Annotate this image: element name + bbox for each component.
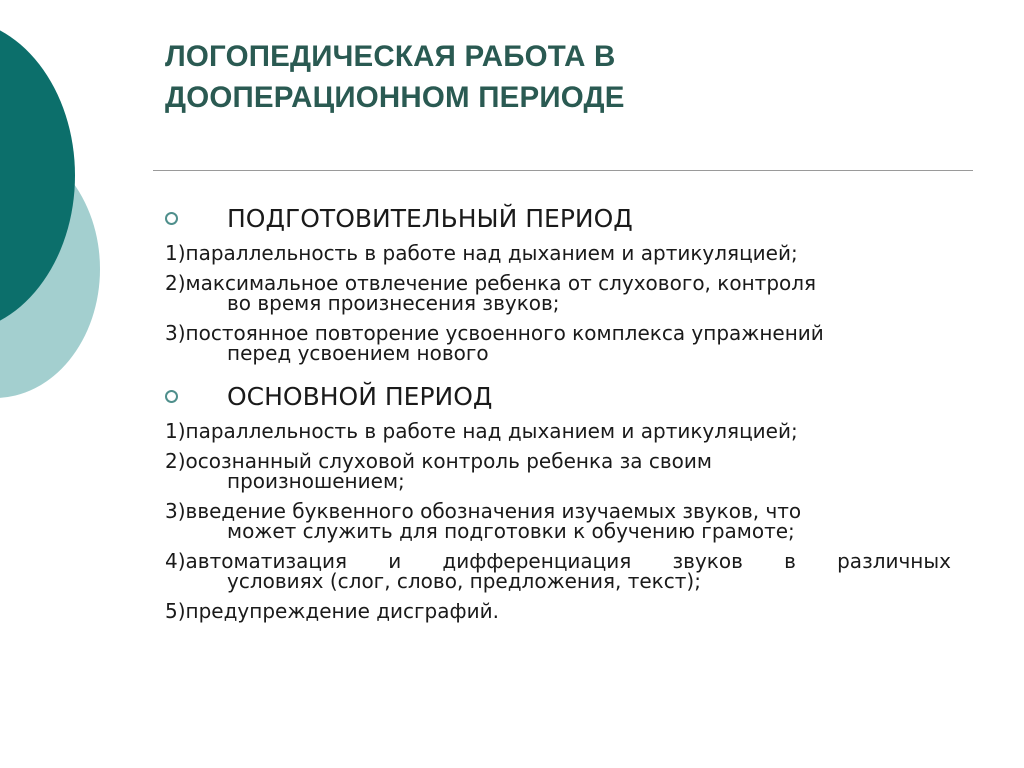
list-item-text: 3)постоянное повторение усвоенного комплекса упражнений <box>165 321 824 345</box>
list-item-text: 1)параллельность в работе над дыханием и артикуляцией; <box>165 241 798 265</box>
title-divider <box>153 170 973 171</box>
slide-title <box>165 36 965 118</box>
list-item <box>165 599 965 623</box>
list-item-text-continued: условиях (слог, слово, предложения, текст); <box>227 569 701 593</box>
slide-title-line-2: ДООПЕРАЦИОННОМ ПЕРИОДЕ <box>165 81 625 114</box>
list-item-text-continued: перед усвоением нового <box>227 341 489 365</box>
section-heading-preparatory <box>165 203 965 235</box>
list-item-text: 2)осознанный слуховой контроль ребенка за своим <box>165 449 712 473</box>
list-item <box>165 499 965 543</box>
list-item-text: 4)автоматизация и дифференциация звуков в различных <box>165 549 951 573</box>
list-item-text: 2)максимальное отвлечение ребенка от слухового, контроля <box>165 271 817 295</box>
circle-bullet-icon <box>165 212 178 225</box>
list-item <box>165 271 965 315</box>
section-heading-main <box>165 381 965 413</box>
slide-title-line-1: ЛОГОПЕДИЧЕСКАЯ РАБОТА В <box>165 40 616 73</box>
list-item-text-continued: во время произнесения звуков; <box>227 291 560 315</box>
list-item <box>165 321 965 365</box>
list-item <box>165 419 965 443</box>
list-item-text: 5)предупреждение дисграфий. <box>165 599 499 623</box>
list-item-text-continued: может служить для подготовки к обучению грамоте; <box>227 519 795 543</box>
section-heading-text: ПОДГОТОВИТЕЛЬНЫЙ ПЕРИОД <box>227 204 633 233</box>
list-item-text: 1)параллельность в работе над дыханием и артикуляцией; <box>165 419 798 443</box>
list-item <box>165 449 965 493</box>
circle-bullet-icon <box>165 390 178 403</box>
list-item-text-continued: произношением; <box>227 469 405 493</box>
list-item <box>165 549 965 593</box>
list-item-text: 3)введение буквенного обозначения изучаемых звуков, что <box>165 499 802 523</box>
list-item <box>165 241 965 265</box>
section-heading-text: ОСНОВНОЙ ПЕРИОД <box>227 382 493 411</box>
slide-body <box>165 203 965 623</box>
